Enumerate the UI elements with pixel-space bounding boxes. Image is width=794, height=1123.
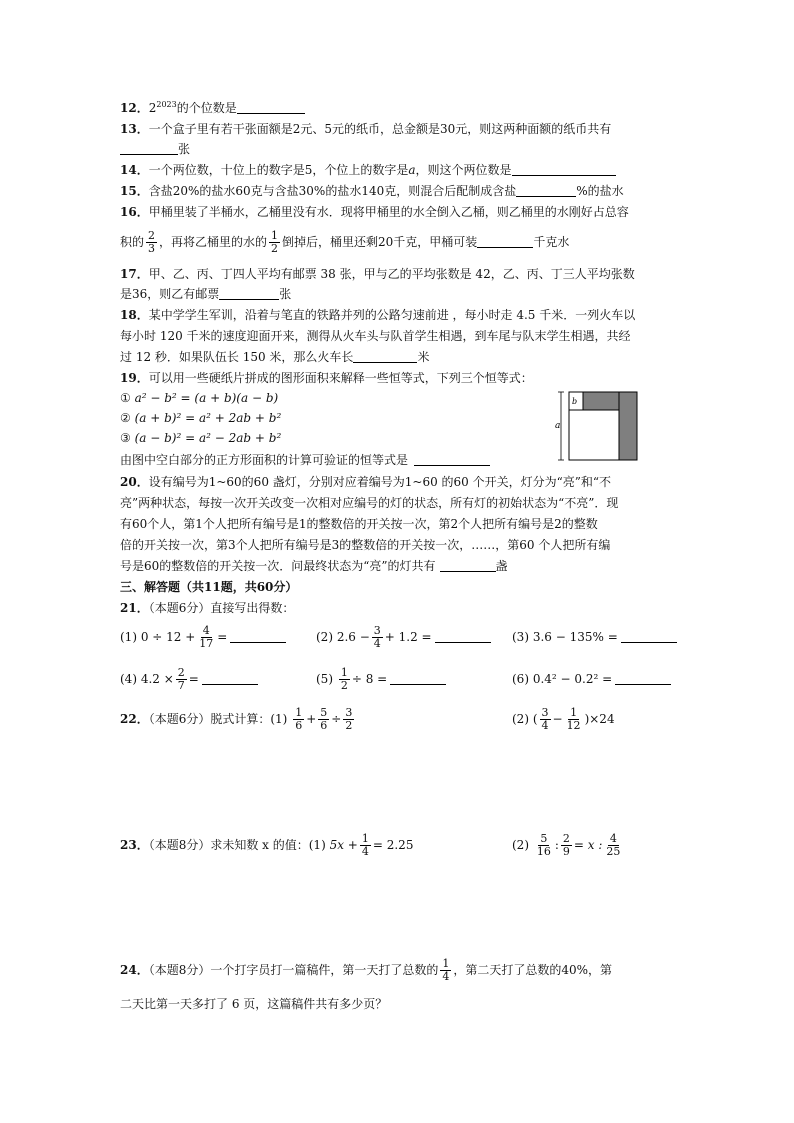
answer-blank[interactable] [414,453,490,466]
answer-blank[interactable] [353,350,417,363]
answer-blank[interactable] [435,630,491,643]
question-20-line3: 有60个人，第1个人把所有编号是1的整数倍的开关按一次，第2个人把所有编号是2的整数 [120,517,598,531]
question-18: 18．某中学学生军训，沿着与笔直的铁路并列的公路匀速前进 ，每小时走 4.5 千米．一列火车以 [120,308,636,322]
question-23: 23．（本题8分）求未知数 x 的值：(1) 5x + $\frac{1}{4}$ = 2.25 [120,832,414,858]
answer-blank[interactable] [516,184,576,197]
question-20-line4: 倍的开关按一次，第3个人把所有编号是3的整数倍的开关按一次，……，第60 个人把所有编 [120,538,611,552]
question-16-line2: 积的 $\frac{2}{3}$ ，再将乙桶里的水的 $\frac{1}{2}$ 倒掉后，桶里还剩20千克，甲桶可装 千克水 [120,229,570,255]
question-13: 13．一个盒子里有若干张面额是2元、5元的纸币，总金额是30元，则这两种面额的纸币共有 [120,122,612,136]
q21-part5: (5) $\frac{1}{2}$ ÷ 8 = [316,664,446,694]
question-21: 21．（本题6分）直接写出得数： [120,601,295,615]
question-18-line2: 每小时 120 千米的速度迎面开来，测得从火车头与队首学生相遇，到车尾与队末学生相遇，共经 [120,329,631,343]
answer-blank[interactable] [512,163,616,176]
answer-blank[interactable] [621,630,677,643]
q21-part6: (6) 0.4² − 0.2² = [512,664,671,694]
question-24: 24．（本题8分）一个打字员打一篇稿件，第一天打了总数的 $\frac{1}{4}$ ，第二天打了总数的40%，第 [120,957,613,983]
question-22-part2: (2) ( $\frac{3}{4}$ − $\frac{1}{12}$ )×24 [512,706,615,732]
question-23-part2: (2) $\frac{5}{16}$ : $\frac{2}{9}$ = x : $\frac{4}{25}$ [512,832,621,858]
question-20-line5: 号是60的整数倍的开关按一次．问最终状态为“亮”的灯共有 盏 [120,559,508,573]
identity-3: ③ (a − b)² = a² − 2ab + b² [120,431,282,445]
identity-1: ① a² − b² = (a + b)(a − b) [120,391,279,405]
question-14: 14．一个两位数，十位上的数字是5，个位上的数字是a，则这个两位数是 [120,162,616,178]
question-number: 12 [120,101,137,115]
q21-part2: (2) 2.6 − $\frac{3}{4}$ + 1.2 = [316,622,491,652]
label-b: b [572,397,578,406]
answer-blank[interactable] [477,235,533,248]
answer-blank[interactable] [230,630,286,643]
question-19-last: 由图中空白部分的正方形面积的计算可验证的恒等式是 [120,452,490,468]
identity-2: ② (a + b)² = a² + 2ab + b² [120,411,282,425]
question-17-line2: 是36，则乙有邮票 张 [120,287,292,301]
question-13-line2: 张 [120,141,190,157]
answer-blank[interactable] [120,142,178,155]
question-15: 15．含盐20%的盐水60克与含盐30%的盐水140克，则混合后配制成含盐 %的盐水 [120,184,624,198]
question-20: 20．设有编号为1~60的60 盏灯，分别对应着编号为1~60 的60 个开关，灯分为“亮”和“不 [120,475,612,489]
question-19: 19．可以用一些硬纸片拼成的图形面积来解释一些恒等式，下列三个恒等式： [120,371,533,385]
question-22: 22．（本题6分）脱式计算：(1) $\frac{1}{6}$ + $\frac{5}{6}$ ÷ $\frac{3}{2}$ [120,706,353,732]
answer-blank[interactable] [440,559,496,572]
question-20-line2: 亮”两种状态，每按一次开关改变一次相对应编号的灯的状态，所有灯的初始状态为“不亮”．现 [120,496,619,510]
answer-blank[interactable] [237,101,305,114]
question-24-line2: 二天比第一天多打了 6 页，这篇稿件共有多少页？ [120,997,388,1011]
question-12: 12．$2^{2023}$的个位数是 [120,100,305,116]
question-16: 16．甲桶里装了半桶水，乙桶里没有水．现将甲桶里的水全倒入乙桶，则乙桶里的水刚好占总容 [120,205,629,219]
answer-blank[interactable] [219,287,279,300]
square-diagram [552,388,642,468]
answer-blank[interactable] [615,672,671,685]
section-heading: 三、解答题（共11题，共60分） [120,580,298,594]
q21-part4: (4) 4.2 × $\frac{2}{7}$ = [120,664,258,694]
question-17: 17．甲、乙、丙、丁四人平均有邮票 38 张，甲与乙的平均张数是 42，乙、丙、丁三人平均张数 [120,267,635,281]
question-18-line3: 过 12 秒．如果队伍长 150 米，那么火车长 米 [120,350,430,364]
q21-part1: (1) 0 ÷ 12 + $\frac{4}{17}$ = [120,622,286,652]
answer-blank[interactable] [202,672,258,685]
q21-part3: (3) 3.6 − 135% = [512,622,677,652]
fraction: $\frac{1}{2}$ [271,229,279,255]
fraction: $\frac{2}{3}$ [148,229,156,255]
answer-blank[interactable] [390,672,446,685]
label-a: a [555,421,561,431]
